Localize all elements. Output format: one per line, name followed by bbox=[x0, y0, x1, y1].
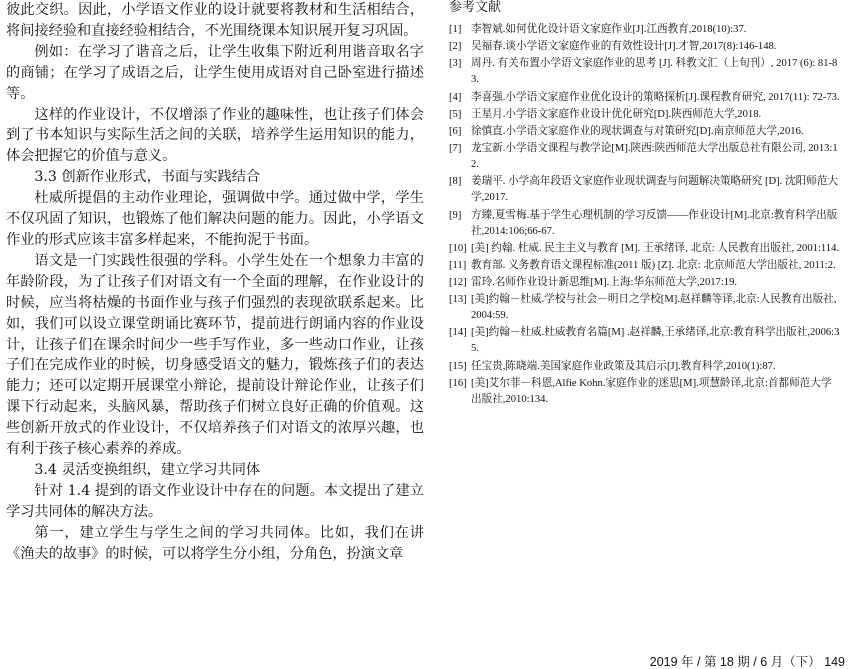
reference-text: 方臻,夏雪梅.基于学生心理机制的学习反馈——作业设计[M].北京:教育科学出版社,2014:106;66-67. bbox=[471, 209, 838, 237]
reference-text: [美]约翰－杜威.杜威教育名篇[M] .赵祥麟,王承绪译,北京:教育科学出版社,2006:35. bbox=[471, 327, 840, 355]
reference-number: [9] bbox=[449, 209, 462, 221]
paragraph-6: 针对 1.4 提到的语文作业设计中存在的问题。本文提出了建立学习共同体的解决方法。 bbox=[6, 482, 424, 520]
references-column bbox=[449, 0, 841, 409]
reference-text: 龙宝新.小学语文课程与教学论[M].陕西:陕西师范大学出版总社有限公司, 2013:12. bbox=[471, 143, 838, 171]
reference-item bbox=[449, 292, 841, 324]
paragraph-5: 语文是一门实践性很强的学科。小学生处在一个想象力丰富的年龄阶段，为了让孩子们对语文有一个全面的理解，在作业设计的时候，应当将枯燥的书面作业与孩子们强烈的表现欲联系起来。比如，我们可以设立课堂朗诵比赛环节，提前进行朗诵内容的作业设计，让孩子们在课余时间少一些手写作业，多一些动口作业，让孩子们在完成作业的时候，切身感受语文的魅力，锻炼孩子们的表达能力；还可以定期开展课堂小辩论，提前设计辩论作业，让孩子们课下行动起来，头脑风暴，帮助孩子们树立良好正确的价值观。这些创新开放式的作业设计，不仅培养孩子们对语文的浓厚兴趣，也有利于孩子核心素养的养成。 bbox=[6, 252, 424, 458]
reference-item bbox=[449, 241, 841, 257]
reference-item bbox=[449, 174, 841, 206]
reference-item bbox=[449, 90, 841, 106]
references-title: 参考文献 bbox=[449, 0, 502, 15]
reference-number: [1] bbox=[449, 24, 462, 35]
reference-item bbox=[449, 141, 841, 173]
paragraph-2: 例如：在学习了谐音之后，让学生收集下附近利用谐音取名字的商铺；在学习了成语之后，让学生使用成语对自己卧室进行描述等。 bbox=[6, 43, 424, 102]
reference-number: [14] bbox=[449, 327, 467, 339]
section-heading-3-4: 3.4 灵活变换组织，建立学习共同体 bbox=[34, 461, 261, 478]
reference-text: 徐慎直.小学语文家庭作业的现状调查与对策研究[D].南京师范大学,2016. bbox=[471, 125, 804, 137]
reference-item bbox=[449, 107, 841, 123]
reference-item bbox=[449, 56, 841, 88]
reference-item bbox=[449, 359, 841, 375]
reference-item bbox=[449, 22, 841, 38]
paragraph-7: 第一，建立学生与学生之间的学习共同体。比如，我们在讲《渔夫的故事》的时候，可以将学生分小组，分角色，扮演文章 bbox=[6, 524, 424, 562]
reference-text: [美] 约翰. 杜威. 民主主义与教育 [M]. 王承绪译, 北京: 人民教育出版社, 2001:114. bbox=[471, 242, 840, 254]
reference-item bbox=[449, 325, 841, 357]
paragraph-4: 杜威所提倡的主动作业理论，强调做中学。通过做中学，学生不仅巩固了知识，也锻炼了他们解决问题的能力。因此，小学语文作业的形式应该丰富多样起来，不能拘泥于书面。 bbox=[6, 190, 424, 248]
reference-number: [3] bbox=[449, 58, 462, 70]
reference-item bbox=[449, 376, 841, 408]
reference-number: [12] bbox=[449, 277, 467, 289]
reference-text: 雷玲.名师作业设计新思维[M].上海:华东师范大学,2017:19. bbox=[471, 277, 738, 289]
reference-text: 吴福春.谈小学语文家庭作业的有效性设计[J].才智,2017(8):146-148. bbox=[471, 41, 777, 53]
reference-item bbox=[449, 208, 841, 240]
reference-text: 姜瑞平. 小学高年段语文家庭作业现状调查与问题解决策略研究 [D]. 沈阳师范大学,2017. bbox=[471, 176, 838, 204]
page-footer bbox=[650, 655, 845, 669]
reference-text: 王星月.小学语文家庭作业设计优化研究[D].陕西师范大学,2018. bbox=[471, 108, 762, 120]
reference-number: [7] bbox=[449, 143, 462, 155]
paragraph-3: 这样的作业设计，不仅增添了作业的趣味性，也让孩子们体会到了书本知识与实际生活之间的关联，培养学生运用知识的能力，体会把握它的价值与意义。 bbox=[6, 106, 424, 165]
body-text-column bbox=[6, 0, 424, 564]
reference-number: [2] bbox=[449, 41, 462, 53]
reference-item bbox=[449, 124, 841, 140]
reference-item bbox=[449, 275, 841, 291]
paragraph-1: 彼此交织。因此，小学语文作业的设计就要将教材和生活相结合，将间接经验和直接经验相结合，不光围绕课本知识展开复习巩固。 bbox=[6, 2, 424, 39]
reference-number: [11] bbox=[449, 259, 467, 271]
reference-number: [6] bbox=[449, 125, 462, 137]
reference-number: [10] bbox=[449, 242, 467, 254]
issue-info: 2019 年 / 第 18 期 / 6 月（下） bbox=[649, 655, 821, 669]
reference-list bbox=[449, 22, 841, 408]
reference-number: [16] bbox=[449, 377, 467, 389]
reference-text: 李智斌.如何优化设计语文家庭作业[J].江西教育,2018(10):37. bbox=[471, 24, 747, 35]
reference-text: 教育部. 义务教育语文课程标准(2011 版) [Z]. 北京: 北京师范大学出版社, 2011:2. bbox=[471, 259, 836, 271]
reference-number: [15] bbox=[449, 360, 467, 372]
reference-number: [13] bbox=[449, 294, 467, 306]
reference-text: [美]艾尔菲－科恩,Alfie Kohn.家庭作业的迷思[M].项慧龄译,北京:首都师范大学出版社,2010:134. bbox=[471, 377, 832, 405]
page-number: 149 bbox=[824, 655, 845, 669]
reference-number: [5] bbox=[449, 108, 462, 120]
reference-text: 李喜强.小学语文家庭作业优化设计的策略探析[J].课程教育研究, 2017(11): 72-73. bbox=[471, 91, 840, 103]
reference-item bbox=[449, 258, 841, 274]
reference-number: [4] bbox=[449, 91, 462, 103]
section-heading-3-3: 3.3 创新作业形式，书面与实践结合 bbox=[34, 169, 261, 186]
reference-text: 任宝贵,陈晓端.美国家庭作业政策及其启示[J].教育科学,2010(1):87. bbox=[471, 360, 776, 372]
reference-text: 周丹. 有关布置小学语文家庭作业的思考 [J]. 科教文汇（上旬刊）, 2017 (6): 81-83. bbox=[471, 58, 838, 86]
reference-number: [8] bbox=[449, 176, 462, 188]
reference-text: [美]约翰－杜威.学校与社会－明日之学校[M].赵祥麟等译,北京:人民教育出版社,2004:59. bbox=[471, 294, 837, 322]
reference-item bbox=[449, 39, 841, 55]
